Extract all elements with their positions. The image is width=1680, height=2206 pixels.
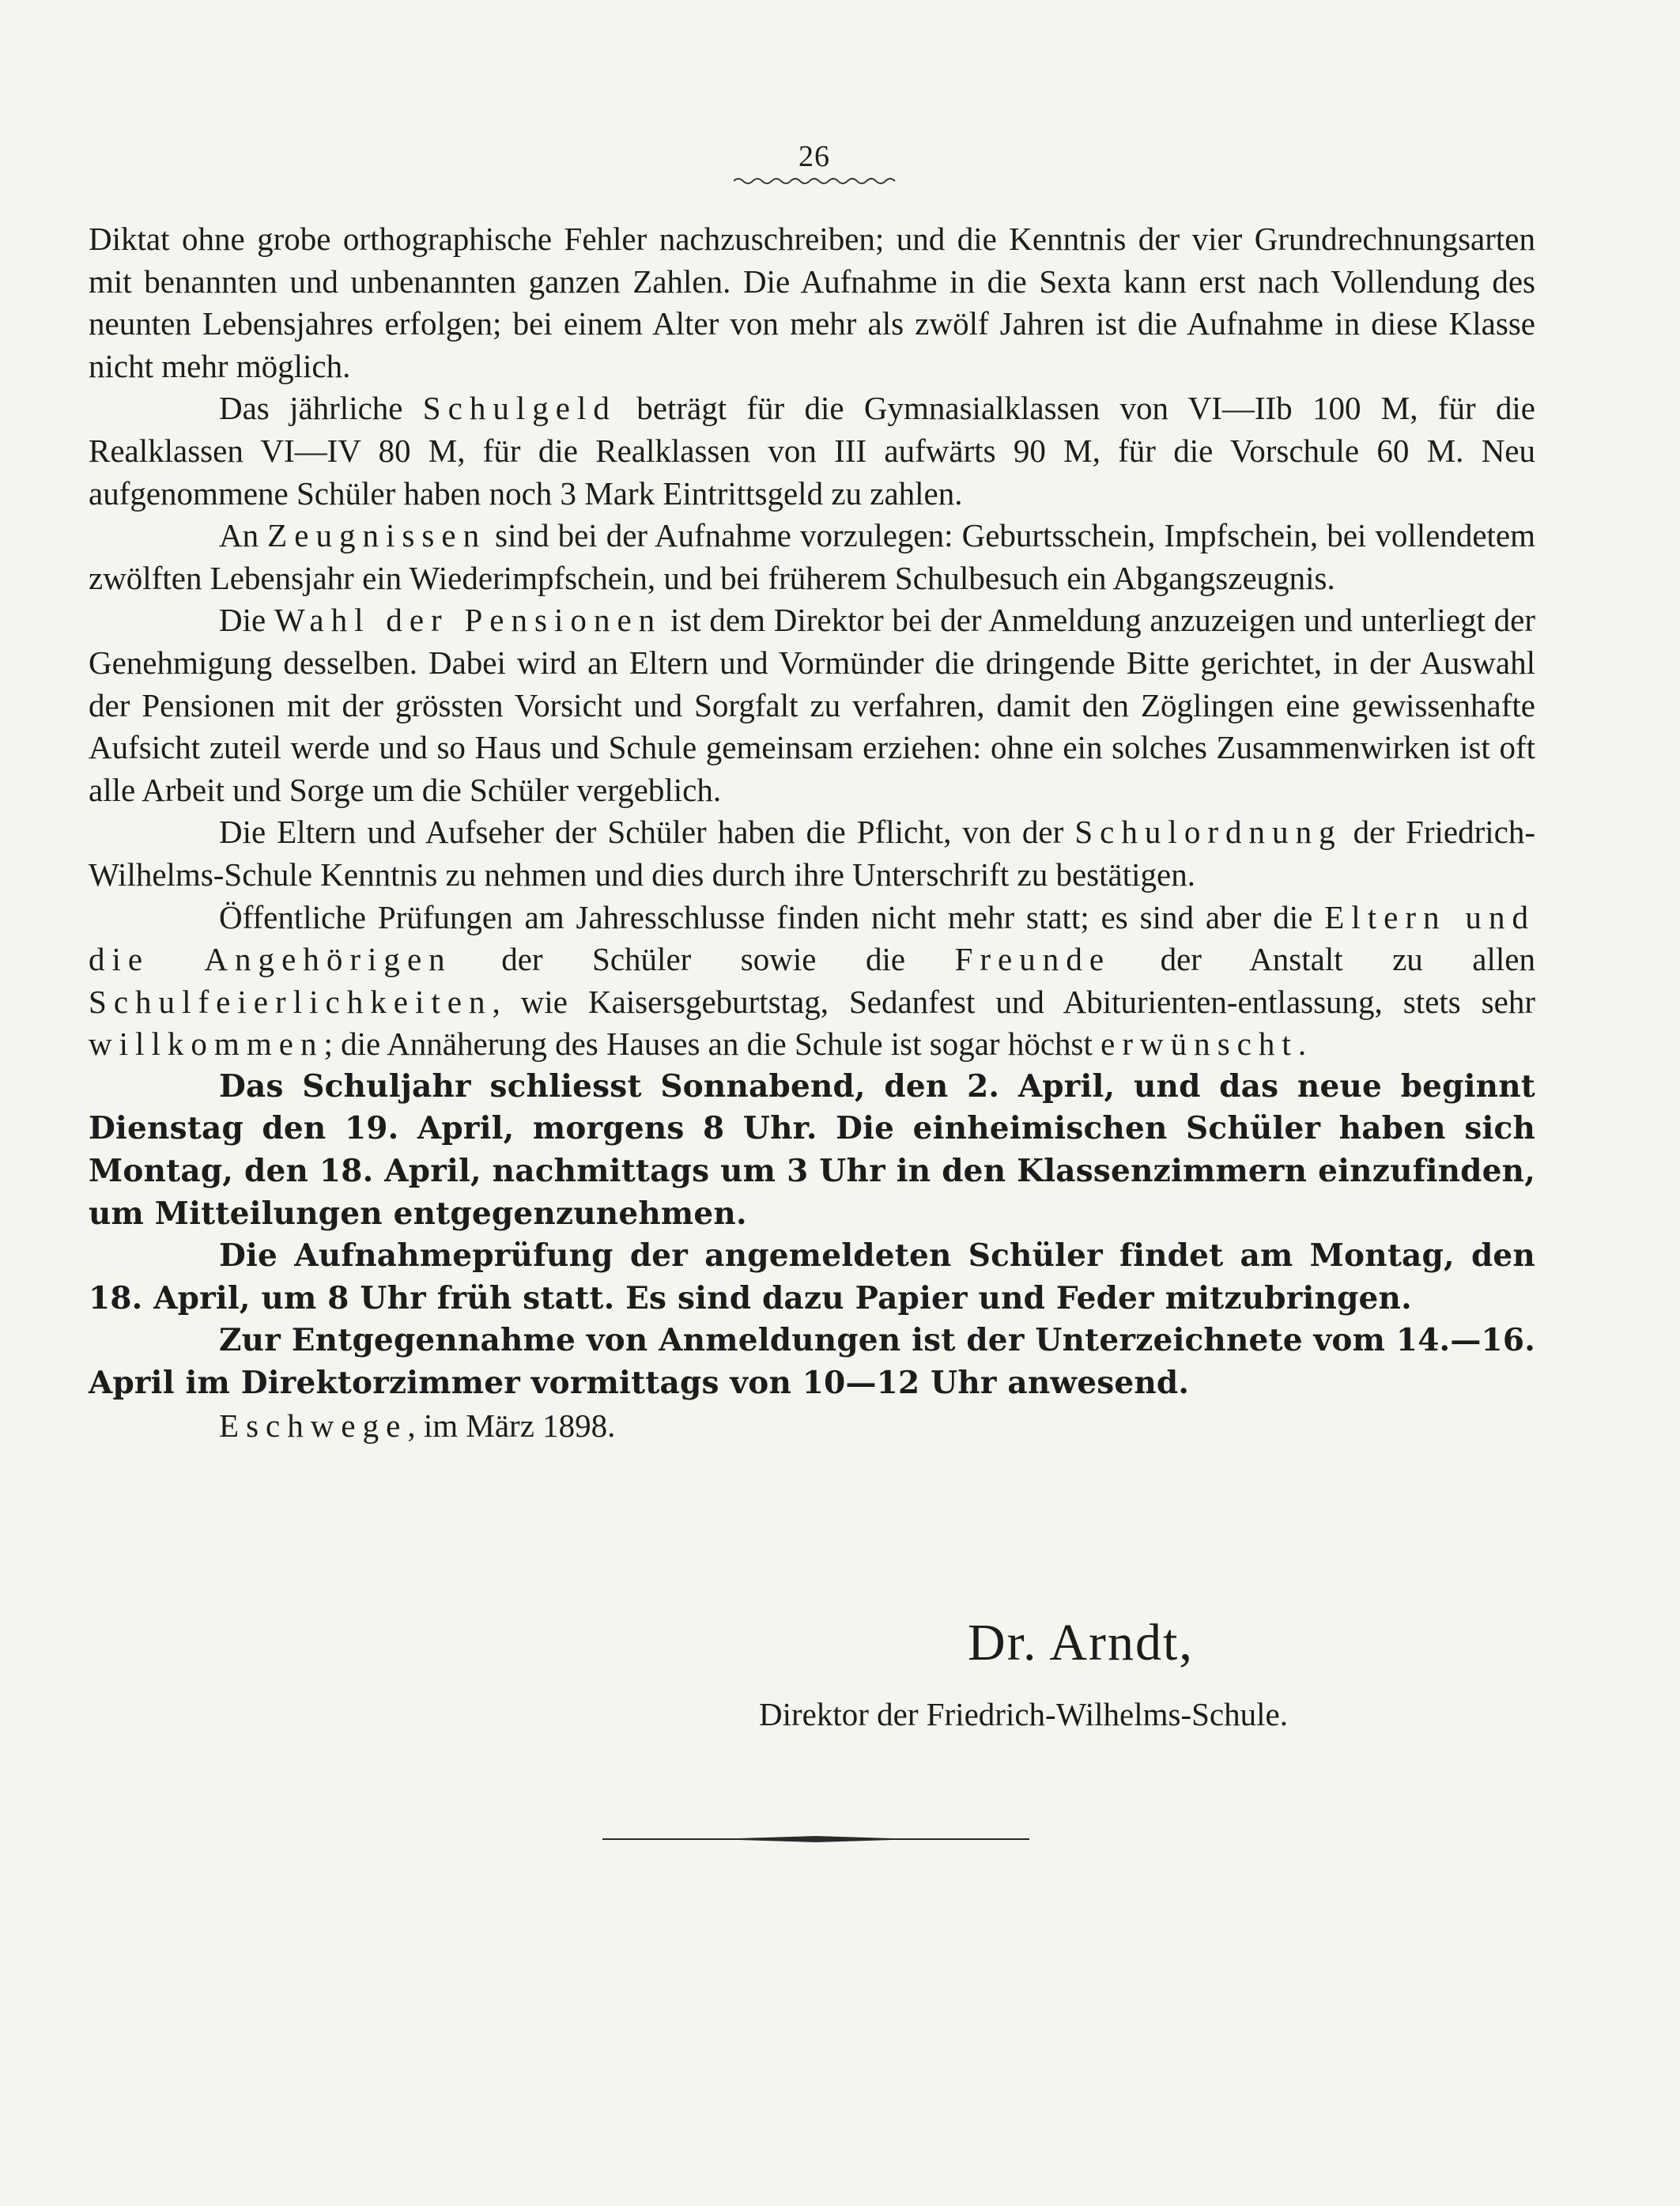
text-run: Das Schuljahr schliesst Sonnabend, den 2. April, und das neue beginnt Dienstag den 19. April, morgens 8 Uhr. Die einheimischen Schüler haben sich Montag, den 18. April, nachmittags um 3 Uhr in den Klassenzimmern einzufinden, um Mitteilungen entgegenzunehmen. <box>89 1067 1535 1232</box>
paragraph <box>89 1235 1535 1320</box>
text-run: sind bei der Aufnahme vorzulegen: Geburtsschein, Impfschein, bei vollendetem zwölften Lebensjahr ein Wiederimpfschein, und bei früherem Schulbesuch ein Abgangszeugnis. <box>89 517 1535 596</box>
spaced-emphasis: Eltern und die Angehörigen <box>89 898 1535 978</box>
text-run: ; die Annäherung des Hauses an die Schule ist sogar höchst <box>323 1026 1101 1063</box>
body-text <box>89 218 1535 1447</box>
spaced-emphasis: Zeugnissen <box>267 517 487 554</box>
paragraph <box>89 811 1535 896</box>
text-run: der Anstalt zu allen <box>1111 941 1535 978</box>
paragraph <box>89 515 1535 599</box>
signature-title: Direktor der Friedrich-Wilhelms-Schule. <box>759 1696 1288 1732</box>
text-run: Die <box>219 602 274 639</box>
spaced-emphasis: Schulordnung <box>1074 814 1342 851</box>
paragraph <box>89 1066 1535 1235</box>
text-run: Diktat ohne grobe orthographische Fehler nachzuschreiben; und die Kenntnis der vier Grundrechnungsarten mit benannten und unbenannten ganzen Zahlen. Die Aufnahme in die Sexta kann erst nach Vollendung des neunten Lebensjahres erfolgen; bei einem Alter von mehr als zwölf Jahren ist die Aufnahme in diese Klasse nicht mehr möglich. <box>89 221 1535 384</box>
page-number: 26 <box>798 140 830 173</box>
paragraph <box>89 599 1535 811</box>
spaced-emphasis: Schulgeld <box>422 390 617 427</box>
text-run: , im März 1898. <box>407 1407 616 1444</box>
text-run: Zur Entgegennahme von Anmeldungen ist der Unterzeichnete vom 14.—16. April im Direktorzimmer vormittags von 10—12 Uhr anwesend. <box>89 1322 1535 1402</box>
spaced-emphasis: Schulfeierlichkeiten <box>89 983 493 1020</box>
text-run: Öffentliche Prüfungen am Jahresschlusse finden nicht mehr statt; es sind aber die <box>219 898 1325 935</box>
text-run: Das jährliche <box>219 390 423 427</box>
text-run: ist dem Direktor bei der Anmeldung anzuzeigen und unterliegt der Genehmigung desselben. Dabei wird an Eltern und Vormünder die dringende Bitte gerichtet, in der Auswahl der Pensionen mit der grössten Vorsicht und Sorgfalt zu verfahren, damit den Zöglingen eine gewissenhafte Aufsicht zuteil werde und so Haus und Schule gemeinsam erziehen: ohne ein solches Zusammenwirken ist oft alle Arbeit und Sorge um die Schüler vergeblich. <box>89 602 1535 808</box>
spaced-emphasis: erwünscht <box>1100 1026 1298 1063</box>
text-run: der Schüler sowie die <box>451 941 955 978</box>
ornamental-wave-divider <box>734 176 900 187</box>
signature-name: Dr. Arndt, <box>968 1614 1194 1671</box>
text-run: , wie Kaisersgeburtstag, Sedanfest und Abiturienten-entlassung, stets sehr <box>492 983 1535 1020</box>
text-run: beträgt für die Gymnasialklassen von VI—IIb 100 M, für die Realklassen VI—IV 80 M, für die Realklassen von III aufwärts 90 M, für die Vorschule 60 M. Neu aufgenommene Schüler haben noch 3 Mark Eintrittsgeld zu zahlen. <box>89 390 1535 512</box>
spaced-emphasis: Wahl der Pensionen <box>274 602 663 639</box>
text-run: Die Eltern und Aufseher der Schüler haben die Pflicht, von der <box>219 814 1075 851</box>
text-run: der Friedrich-Wilhelms-Schule Kenntnis zu nehmen und dies durch ihre Unterschrift zu bestätigen. <box>89 814 1535 893</box>
paragraph <box>89 218 1535 387</box>
spaced-emphasis: Freunde <box>954 941 1112 978</box>
spaced-emphasis: Eschwege <box>219 1407 408 1444</box>
text-run: Die Aufnahmeprüfung der angemeldeten Schüler findet am Montag, den 18. April, um 8 Uhr früh statt. Es sind dazu Papier und Feder mitzubringen. <box>89 1237 1535 1316</box>
text-run: . <box>1297 1026 1307 1063</box>
spaced-emphasis: willkommen <box>89 1026 324 1063</box>
closing-rule <box>602 1833 1029 1845</box>
paragraph <box>89 897 1535 1066</box>
paragraph <box>89 1405 1535 1448</box>
paragraph <box>89 1320 1535 1404</box>
text-run: An <box>219 517 268 554</box>
paragraph <box>89 387 1535 515</box>
